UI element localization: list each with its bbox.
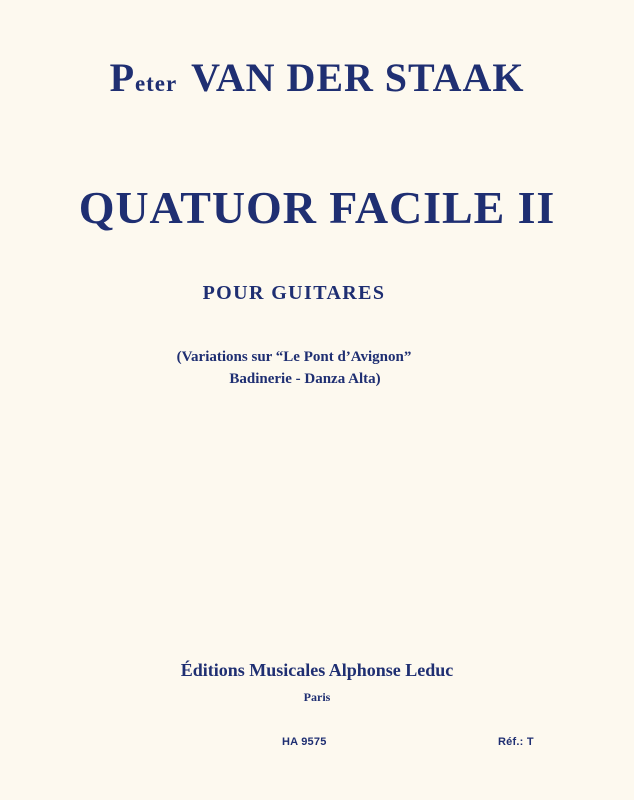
instrumentation-subtitle: POUR GUITARES bbox=[202, 282, 386, 304]
reference-code: Réf.: T bbox=[498, 736, 534, 748]
contents-line-2: Badinerie - Danza Alta) bbox=[229, 370, 381, 387]
composer-first-name-rest: eter bbox=[135, 71, 178, 96]
composer-surname: VAN DER STAAK bbox=[191, 55, 525, 100]
publisher-name: Éditions Musicales Alphonse Leduc bbox=[180, 660, 454, 680]
composer-first-initial: P bbox=[109, 55, 135, 100]
composer-name bbox=[0, 55, 634, 100]
contents-line-1: (Variations sur “Le Pont d’Avignon” bbox=[176, 349, 412, 365]
publisher-city: Paris bbox=[303, 690, 331, 704]
page-title: QUATUOR FACILE II bbox=[78, 182, 556, 233]
contents-list bbox=[0, 347, 634, 391]
plate-number: HA 9575 bbox=[282, 736, 327, 748]
